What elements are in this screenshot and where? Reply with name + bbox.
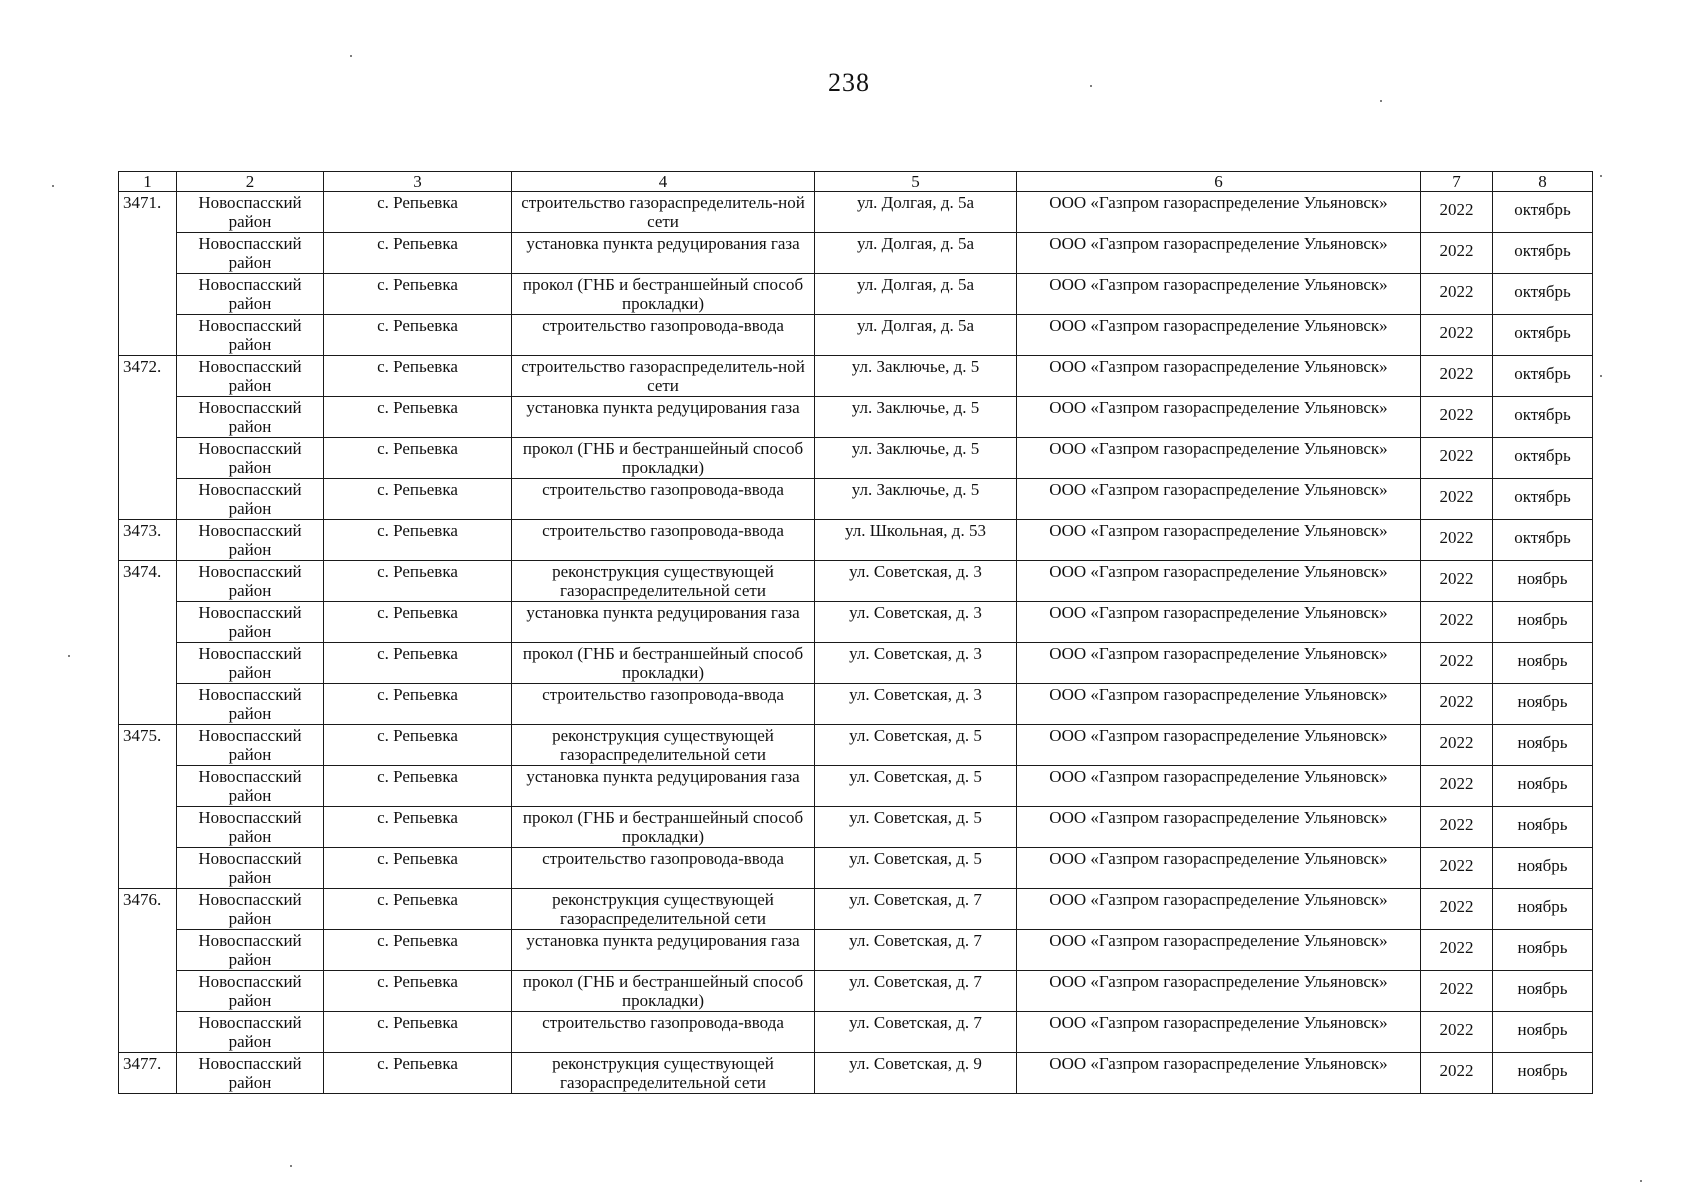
organization-cell: ООО «Газпром газораспределение Ульяновск» bbox=[1017, 1053, 1421, 1094]
year-cell: 2022 bbox=[1421, 438, 1493, 479]
district-cell: Новоспасский район bbox=[177, 315, 324, 356]
column-header-8: 8 bbox=[1493, 172, 1593, 192]
scan-speck bbox=[52, 185, 54, 187]
district-cell: Новоспасский район bbox=[177, 807, 324, 848]
locality-cell: с. Репьевка bbox=[324, 274, 512, 315]
year-cell: 2022 bbox=[1421, 233, 1493, 274]
address-cell: ул. Советская, д. 3 bbox=[815, 643, 1017, 684]
organization-cell: ООО «Газпром газораспределение Ульяновск» bbox=[1017, 807, 1421, 848]
month-cell: октябрь bbox=[1493, 479, 1593, 520]
organization-cell: ООО «Газпром газораспределение Ульяновск» bbox=[1017, 356, 1421, 397]
work-type-cell: реконструкция существующей газораспределительной сети bbox=[512, 889, 815, 930]
organization-cell: ООО «Газпром газораспределение Ульяновск» bbox=[1017, 725, 1421, 766]
table-row bbox=[119, 684, 1593, 725]
locality-cell: с. Репьевка bbox=[324, 520, 512, 561]
district-cell: Новоспасский район bbox=[177, 1012, 324, 1053]
address-cell: ул. Советская, д. 3 bbox=[815, 684, 1017, 725]
column-header-1: 1 bbox=[119, 172, 177, 192]
month-cell: октябрь bbox=[1493, 397, 1593, 438]
month-cell: ноябрь bbox=[1493, 1012, 1593, 1053]
table-row bbox=[119, 561, 1593, 602]
year-cell: 2022 bbox=[1421, 725, 1493, 766]
locality-cell: с. Репьевка bbox=[324, 1053, 512, 1094]
scan-speck bbox=[1640, 1180, 1642, 1182]
year-cell: 2022 bbox=[1421, 807, 1493, 848]
organization-cell: ООО «Газпром газораспределение Ульяновск» bbox=[1017, 192, 1421, 233]
address-cell: ул. Заключье, д. 5 bbox=[815, 479, 1017, 520]
district-cell: Новоспасский район bbox=[177, 684, 324, 725]
works-table bbox=[118, 171, 1593, 1094]
scan-speck bbox=[68, 655, 70, 657]
work-type-cell: установка пункта редуцирования газа bbox=[512, 233, 815, 274]
address-cell: ул. Заключье, д. 5 bbox=[815, 397, 1017, 438]
district-cell: Новоспасский район bbox=[177, 520, 324, 561]
district-cell: Новоспасский район bbox=[177, 725, 324, 766]
column-header-2: 2 bbox=[177, 172, 324, 192]
table-row bbox=[119, 274, 1593, 315]
table-row bbox=[119, 930, 1593, 971]
column-header-6: 6 bbox=[1017, 172, 1421, 192]
organization-cell: ООО «Газпром газораспределение Ульяновск» bbox=[1017, 848, 1421, 889]
item-number-cell: 3476. bbox=[119, 889, 177, 1053]
month-cell: ноябрь bbox=[1493, 561, 1593, 602]
work-type-cell: реконструкция существующей газораспределительной сети bbox=[512, 1053, 815, 1094]
work-type-cell: прокол (ГНБ и бестраншейный способ прокладки) bbox=[512, 438, 815, 479]
table-row bbox=[119, 1053, 1593, 1094]
address-cell: ул. Советская, д. 7 bbox=[815, 971, 1017, 1012]
work-type-cell: установка пункта редуцирования газа bbox=[512, 930, 815, 971]
organization-cell: ООО «Газпром газораспределение Ульяновск» bbox=[1017, 684, 1421, 725]
address-cell: ул. Советская, д. 7 bbox=[815, 889, 1017, 930]
locality-cell: с. Репьевка bbox=[324, 192, 512, 233]
table-row bbox=[119, 479, 1593, 520]
year-cell: 2022 bbox=[1421, 848, 1493, 889]
work-type-cell: установка пункта редуцирования газа bbox=[512, 766, 815, 807]
locality-cell: с. Репьевка bbox=[324, 643, 512, 684]
district-cell: Новоспасский район bbox=[177, 356, 324, 397]
month-cell: ноябрь bbox=[1493, 602, 1593, 643]
district-cell: Новоспасский район bbox=[177, 561, 324, 602]
month-cell: ноябрь bbox=[1493, 1053, 1593, 1094]
year-cell: 2022 bbox=[1421, 930, 1493, 971]
year-cell: 2022 bbox=[1421, 971, 1493, 1012]
organization-cell: ООО «Газпром газораспределение Ульяновск» bbox=[1017, 438, 1421, 479]
year-cell: 2022 bbox=[1421, 1053, 1493, 1094]
item-number-cell: 3472. bbox=[119, 356, 177, 520]
locality-cell: с. Репьевка bbox=[324, 766, 512, 807]
work-type-cell: строительство газопровода-ввода bbox=[512, 1012, 815, 1053]
table-row bbox=[119, 192, 1593, 233]
item-number-cell: 3475. bbox=[119, 725, 177, 889]
address-cell: ул. Долгая, д. 5а bbox=[815, 315, 1017, 356]
month-cell: ноябрь bbox=[1493, 889, 1593, 930]
address-cell: ул. Заключье, д. 5 bbox=[815, 356, 1017, 397]
address-cell: ул. Советская, д. 5 bbox=[815, 766, 1017, 807]
organization-cell: ООО «Газпром газораспределение Ульяновск» bbox=[1017, 930, 1421, 971]
scan-speck bbox=[1600, 175, 1602, 177]
scan-speck bbox=[1380, 100, 1382, 102]
work-type-cell: реконструкция существующей газораспределительной сети bbox=[512, 561, 815, 602]
column-header-7: 7 bbox=[1421, 172, 1493, 192]
district-cell: Новоспасский район bbox=[177, 233, 324, 274]
month-cell: ноябрь bbox=[1493, 807, 1593, 848]
address-cell: ул. Советская, д. 7 bbox=[815, 1012, 1017, 1053]
locality-cell: с. Репьевка bbox=[324, 479, 512, 520]
organization-cell: ООО «Газпром газораспределение Ульяновск» bbox=[1017, 479, 1421, 520]
address-cell: ул. Советская, д. 5 bbox=[815, 848, 1017, 889]
year-cell: 2022 bbox=[1421, 684, 1493, 725]
year-cell: 2022 bbox=[1421, 602, 1493, 643]
work-type-cell: строительство газопровода-ввода bbox=[512, 684, 815, 725]
month-cell: октябрь bbox=[1493, 233, 1593, 274]
work-type-cell: строительство газораспределитель-ной сети bbox=[512, 356, 815, 397]
table-row bbox=[119, 889, 1593, 930]
district-cell: Новоспасский район bbox=[177, 274, 324, 315]
address-cell: ул. Долгая, д. 5а bbox=[815, 274, 1017, 315]
month-cell: октябрь bbox=[1493, 315, 1593, 356]
table-row bbox=[119, 602, 1593, 643]
district-cell: Новоспасский район bbox=[177, 889, 324, 930]
organization-cell: ООО «Газпром газораспределение Ульяновск» bbox=[1017, 1012, 1421, 1053]
work-type-cell: прокол (ГНБ и бестраншейный способ прокладки) bbox=[512, 807, 815, 848]
locality-cell: с. Репьевка bbox=[324, 602, 512, 643]
address-cell: ул. Школьная, д. 53 bbox=[815, 520, 1017, 561]
month-cell: ноябрь bbox=[1493, 725, 1593, 766]
organization-cell: ООО «Газпром газораспределение Ульяновск» bbox=[1017, 520, 1421, 561]
organization-cell: ООО «Газпром газораспределение Ульяновск» bbox=[1017, 397, 1421, 438]
work-type-cell: прокол (ГНБ и бестраншейный способ прокладки) bbox=[512, 643, 815, 684]
month-cell: ноябрь bbox=[1493, 971, 1593, 1012]
year-cell: 2022 bbox=[1421, 274, 1493, 315]
district-cell: Новоспасский район bbox=[177, 848, 324, 889]
table-body bbox=[119, 192, 1593, 1094]
month-cell: ноябрь bbox=[1493, 684, 1593, 725]
district-cell: Новоспасский район bbox=[177, 766, 324, 807]
locality-cell: с. Репьевка bbox=[324, 315, 512, 356]
table-row bbox=[119, 520, 1593, 561]
header-row bbox=[119, 172, 1593, 192]
organization-cell: ООО «Газпром газораспределение Ульяновск» bbox=[1017, 971, 1421, 1012]
scan-speck bbox=[350, 55, 352, 57]
year-cell: 2022 bbox=[1421, 479, 1493, 520]
month-cell: октябрь bbox=[1493, 356, 1593, 397]
item-number-cell: 3473. bbox=[119, 520, 177, 561]
month-cell: ноябрь bbox=[1493, 766, 1593, 807]
year-cell: 2022 bbox=[1421, 561, 1493, 602]
column-header-4: 4 bbox=[512, 172, 815, 192]
scan-speck bbox=[290, 1165, 292, 1167]
column-header-3: 3 bbox=[324, 172, 512, 192]
district-cell: Новоспасский район bbox=[177, 438, 324, 479]
locality-cell: с. Репьевка bbox=[324, 971, 512, 1012]
scan-speck bbox=[1090, 85, 1092, 87]
organization-cell: ООО «Газпром газораспределение Ульяновск» bbox=[1017, 889, 1421, 930]
month-cell: октябрь bbox=[1493, 520, 1593, 561]
address-cell: ул. Советская, д. 7 bbox=[815, 930, 1017, 971]
year-cell: 2022 bbox=[1421, 356, 1493, 397]
district-cell: Новоспасский район bbox=[177, 643, 324, 684]
district-cell: Новоспасский район bbox=[177, 1053, 324, 1094]
address-cell: ул. Долгая, д. 5а bbox=[815, 233, 1017, 274]
month-cell: октябрь bbox=[1493, 192, 1593, 233]
table-row bbox=[119, 1012, 1593, 1053]
month-cell: ноябрь bbox=[1493, 930, 1593, 971]
month-cell: октябрь bbox=[1493, 438, 1593, 479]
year-cell: 2022 bbox=[1421, 192, 1493, 233]
address-cell: ул. Советская, д. 5 bbox=[815, 725, 1017, 766]
locality-cell: с. Репьевка bbox=[324, 848, 512, 889]
district-cell: Новоспасский район bbox=[177, 971, 324, 1012]
organization-cell: ООО «Газпром газораспределение Ульяновск» bbox=[1017, 561, 1421, 602]
item-number-cell: 3477. bbox=[119, 1053, 177, 1094]
locality-cell: с. Репьевка bbox=[324, 561, 512, 602]
work-type-cell: установка пункта редуцирования газа bbox=[512, 602, 815, 643]
year-cell: 2022 bbox=[1421, 397, 1493, 438]
work-type-cell: строительство газораспределитель-ной сети bbox=[512, 192, 815, 233]
locality-cell: с. Репьевка bbox=[324, 356, 512, 397]
table-row bbox=[119, 438, 1593, 479]
locality-cell: с. Репьевка bbox=[324, 807, 512, 848]
organization-cell: ООО «Газпром газораспределение Ульяновск» bbox=[1017, 315, 1421, 356]
table-row bbox=[119, 807, 1593, 848]
year-cell: 2022 bbox=[1421, 889, 1493, 930]
table-row bbox=[119, 397, 1593, 438]
work-type-cell: строительство газопровода-ввода bbox=[512, 520, 815, 561]
month-cell: октябрь bbox=[1493, 274, 1593, 315]
organization-cell: ООО «Газпром газораспределение Ульяновск» bbox=[1017, 766, 1421, 807]
work-type-cell: строительство газопровода-ввода bbox=[512, 479, 815, 520]
organization-cell: ООО «Газпром газораспределение Ульяновск» bbox=[1017, 602, 1421, 643]
organization-cell: ООО «Газпром газораспределение Ульяновск» bbox=[1017, 233, 1421, 274]
column-header-5: 5 bbox=[815, 172, 1017, 192]
month-cell: ноябрь bbox=[1493, 643, 1593, 684]
scan-speck bbox=[1600, 375, 1602, 377]
table-row bbox=[119, 356, 1593, 397]
year-cell: 2022 bbox=[1421, 520, 1493, 561]
year-cell: 2022 bbox=[1421, 643, 1493, 684]
work-type-cell: реконструкция существующей газораспределительной сети bbox=[512, 725, 815, 766]
locality-cell: с. Репьевка bbox=[324, 438, 512, 479]
item-number-cell: 3474. bbox=[119, 561, 177, 725]
address-cell: ул. Заключье, д. 5 bbox=[815, 438, 1017, 479]
address-cell: ул. Советская, д. 3 bbox=[815, 602, 1017, 643]
table-row bbox=[119, 643, 1593, 684]
work-type-cell: прокол (ГНБ и бестраншейный способ прокладки) bbox=[512, 274, 815, 315]
locality-cell: с. Репьевка bbox=[324, 725, 512, 766]
table-header bbox=[119, 172, 1593, 192]
organization-cell: ООО «Газпром газораспределение Ульяновск» bbox=[1017, 274, 1421, 315]
district-cell: Новоспасский район bbox=[177, 602, 324, 643]
district-cell: Новоспасский район bbox=[177, 192, 324, 233]
address-cell: ул. Долгая, д. 5а bbox=[815, 192, 1017, 233]
organization-cell: ООО «Газпром газораспределение Ульяновск» bbox=[1017, 643, 1421, 684]
year-cell: 2022 bbox=[1421, 1012, 1493, 1053]
locality-cell: с. Репьевка bbox=[324, 233, 512, 274]
item-number-cell: 3471. bbox=[119, 192, 177, 356]
table-row bbox=[119, 848, 1593, 889]
table-row bbox=[119, 725, 1593, 766]
address-cell: ул. Советская, д. 5 bbox=[815, 807, 1017, 848]
work-type-cell: строительство газопровода-ввода bbox=[512, 848, 815, 889]
locality-cell: с. Репьевка bbox=[324, 397, 512, 438]
work-type-cell: строительство газопровода-ввода bbox=[512, 315, 815, 356]
work-type-cell: прокол (ГНБ и бестраншейный способ прокладки) bbox=[512, 971, 815, 1012]
locality-cell: с. Репьевка bbox=[324, 1012, 512, 1053]
address-cell: ул. Советская, д. 3 bbox=[815, 561, 1017, 602]
locality-cell: с. Репьевка bbox=[324, 684, 512, 725]
table-row bbox=[119, 315, 1593, 356]
year-cell: 2022 bbox=[1421, 315, 1493, 356]
work-type-cell: установка пункта редуцирования газа bbox=[512, 397, 815, 438]
locality-cell: с. Репьевка bbox=[324, 930, 512, 971]
district-cell: Новоспасский район bbox=[177, 479, 324, 520]
table-row bbox=[119, 233, 1593, 274]
year-cell: 2022 bbox=[1421, 766, 1493, 807]
district-cell: Новоспасский район bbox=[177, 930, 324, 971]
table-row bbox=[119, 971, 1593, 1012]
locality-cell: с. Репьевка bbox=[324, 889, 512, 930]
table-row bbox=[119, 766, 1593, 807]
district-cell: Новоспасский район bbox=[177, 397, 324, 438]
month-cell: ноябрь bbox=[1493, 848, 1593, 889]
address-cell: ул. Советская, д. 9 bbox=[815, 1053, 1017, 1094]
page-number: 238 bbox=[828, 68, 870, 97]
